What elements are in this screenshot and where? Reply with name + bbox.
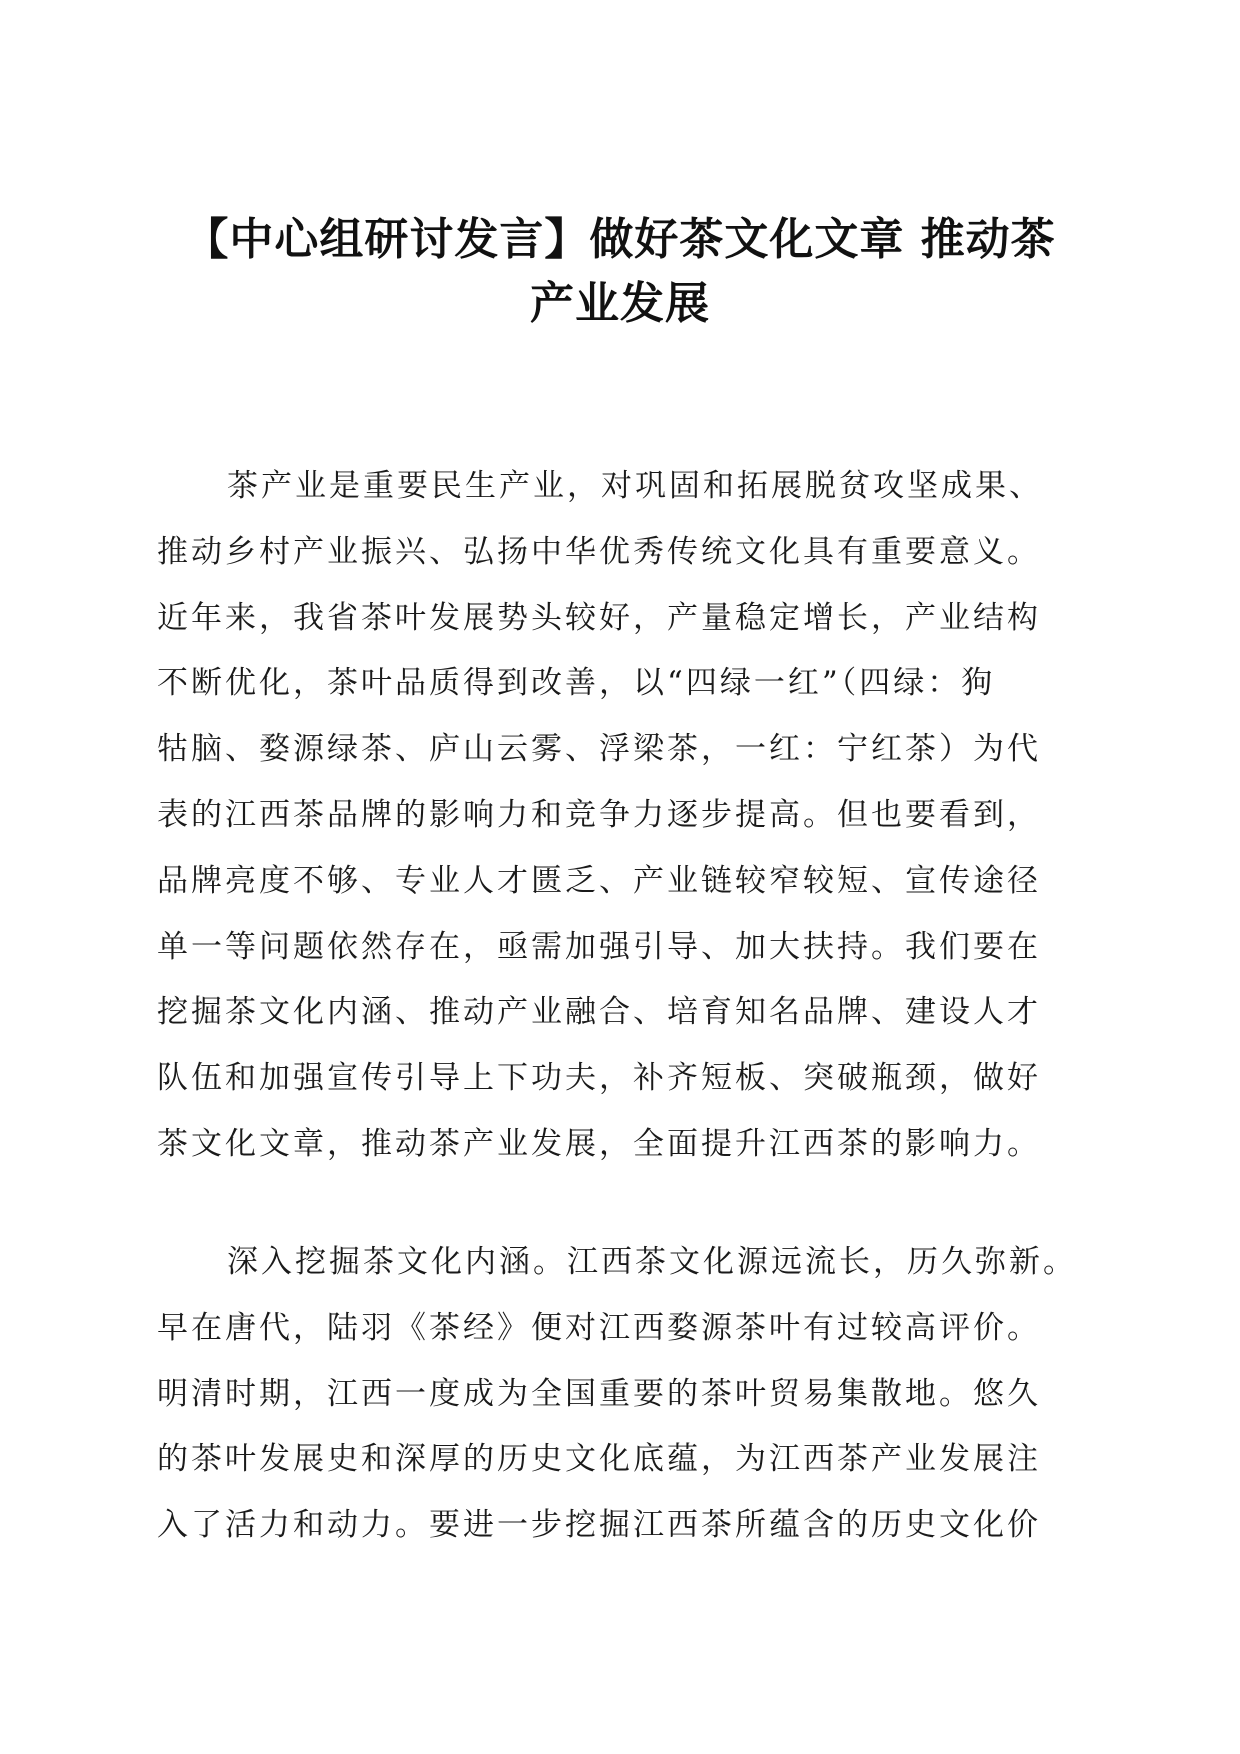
text-line: 表的江西茶品牌的影响力和竞争力逐步提高。但也要看到， xyxy=(157,796,1041,833)
text-line: 不断优化，茶叶品质得到改善，以“四绿一红”（四绿：狗 xyxy=(157,665,996,702)
text-line: 牯脑、婺源绿茶、庐山云雾、浮梁茶，一红：宁红茶）为代 xyxy=(157,731,1041,768)
paragraph-tea-culture xyxy=(157,1230,1087,1559)
text-line: 品牌亮度不够、专业人才匮乏、产业链较窄较短、宣传途径 xyxy=(157,862,1041,899)
text-line: 推动乡村产业振兴、弘扬中华优秀传统文化具有重要意义。 xyxy=(157,533,1041,570)
text-line: 挖掘茶文化内涵、推动产业融合、培育知名品牌、建设人才 xyxy=(157,994,1041,1031)
text-line: 近年来，我省茶叶发展势头较好，产量稳定增长，产业结构 xyxy=(157,599,1041,636)
title-line: 产业发展 xyxy=(530,278,710,329)
text-line: 早在唐代，陆羽《茶经》便对江西婺源茶叶有过较高评价。 xyxy=(157,1309,1041,1346)
text-line: 明清时期，江西一度成为全国重要的茶叶贸易集散地。悠久 xyxy=(157,1375,1041,1412)
text-line: 的茶叶发展史和深厚的历史文化底蕴，为江西茶产业发展注 xyxy=(157,1441,1041,1478)
text-line: 茶文化文章，推动茶产业发展，全面提升江西茶的影响力。 xyxy=(157,1125,1041,1162)
paragraph-intro xyxy=(157,454,1087,1178)
text-line: 茶产业是重要民生产业，对巩固和拓展脱贫攻坚成果、 xyxy=(227,468,1043,504)
text-line: 单一等问题依然存在，亟需加强引导、加大扶持。我们要在 xyxy=(157,928,1041,965)
text-line: 深入挖掘茶文化内涵。江西茶文化源远流长，历久弥新。 xyxy=(227,1244,1077,1280)
text-line: 入了活力和动力。要进一步挖掘江西茶所蕴含的历史文化价 xyxy=(157,1507,1041,1544)
document-title xyxy=(150,208,1090,336)
text-line: 队伍和加强宣传引导上下功夫，补齐短板、突破瓶颈，做好 xyxy=(157,1060,1041,1097)
title-line: 【中心组研讨发言】做好茶文化文章 推动茶 xyxy=(184,214,1056,265)
